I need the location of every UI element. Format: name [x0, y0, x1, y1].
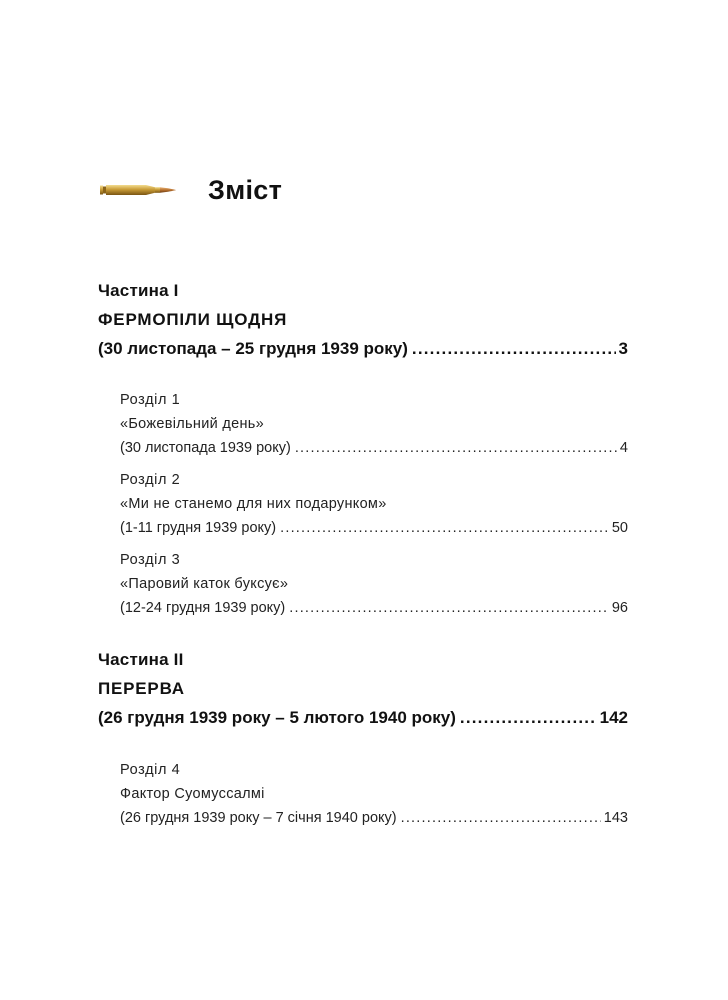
chapter-title: «Божевільний день»: [120, 416, 264, 432]
chapter-label: Розділ 1: [120, 392, 181, 408]
chapter-entry[interactable]: [120, 436, 628, 460]
chapter-dates: (30 листопада 1939 року): [120, 440, 291, 456]
part-entry[interactable]: [98, 334, 628, 363]
page-number: 142: [599, 708, 628, 727]
chapter-2: [120, 468, 628, 540]
chapter-entry[interactable]: [120, 596, 628, 620]
chapter-label: Розділ 2: [120, 472, 181, 488]
page-title: Зміст: [208, 174, 283, 205]
title-row: [100, 168, 282, 212]
dot-leader: [295, 436, 617, 460]
chapter-4: [120, 758, 628, 830]
part-label: Частина ІІ: [98, 650, 184, 669]
part-dates: (30 листопада – 25 грудня 1939 року): [98, 339, 408, 358]
page-number: 50: [611, 520, 628, 536]
part-label: Частина І: [98, 281, 179, 300]
bullet-icon: [100, 183, 176, 197]
chapter-label: Розділ 3: [120, 552, 181, 568]
part-2: [98, 645, 628, 732]
chapter-entry[interactable]: [120, 516, 628, 540]
dot-leader: [460, 703, 597, 732]
part-heading: ПЕРЕРВА: [98, 679, 185, 698]
dot-leader: [289, 596, 609, 620]
page-number: 96: [611, 600, 628, 616]
chapter-title: Фактор Суомуссалмі: [120, 786, 265, 802]
page-number: 4: [619, 440, 628, 456]
chapter-entry[interactable]: [120, 806, 628, 830]
chapter-dates: (26 грудня 1939 року – 7 січня 1940 року): [120, 810, 397, 826]
dot-leader: [401, 806, 601, 830]
chapter-label: Розділ 4: [120, 762, 181, 778]
page-number: 3: [618, 339, 628, 358]
dot-leader: [280, 516, 609, 540]
dot-leader: [412, 334, 616, 363]
part-dates: (26 грудня 1939 року – 5 лютого 1940 року): [98, 708, 456, 727]
part-entry[interactable]: [98, 703, 628, 732]
chapter-3: [120, 548, 628, 620]
chapter-title: «Паровий каток буксує»: [120, 576, 289, 592]
chapter-1: [120, 388, 628, 460]
chapter-dates: (1-11 грудня 1939 року): [120, 520, 277, 536]
page-number: 143: [603, 810, 628, 826]
chapter-dates: (12-24 грудня 1939 року): [120, 600, 286, 616]
part-heading: ФЕРМОПІЛИ ЩОДНЯ: [98, 310, 288, 329]
chapter-title: «Ми не станемо для них подарунком»: [120, 496, 387, 512]
part-1: [98, 276, 628, 363]
